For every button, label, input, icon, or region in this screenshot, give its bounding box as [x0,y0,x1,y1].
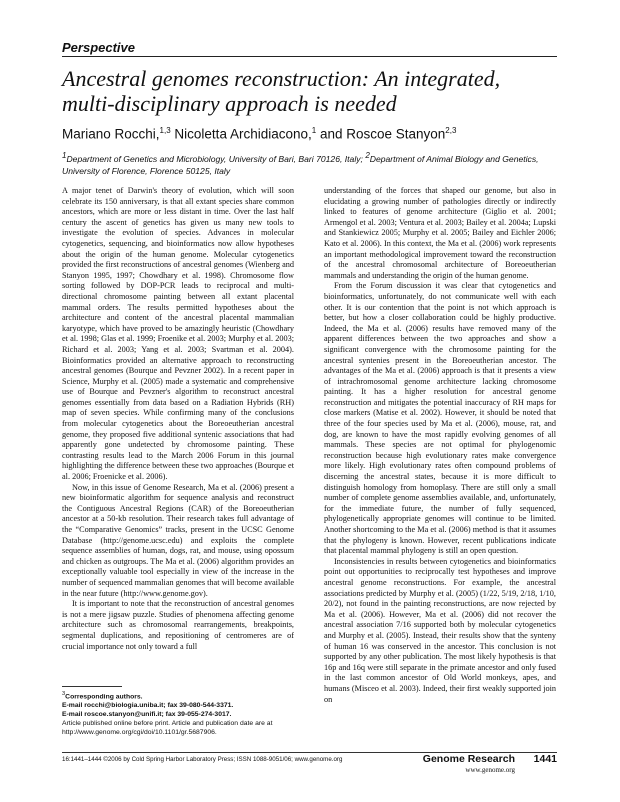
page-footer [62,752,557,774]
affiliations [62,150,557,177]
footnote-label-line [62,690,294,701]
footnote-marker: 3 [62,691,66,697]
body-column-left [62,186,294,652]
affiliation-2-sup: 2 [365,151,370,160]
footnote-email-1: E-mail rocchi@biologia.uniba.it; fax 39-080-544-3371. [62,702,234,710]
paragraph: It is important to note that the reconstruction of ancestral genomes is not a mere jigsaw puzzle. Studies of phenomena affecting genome architecture such as chromosomal rearrangements, breakpoints, segmental duplications, and repositioning of centromeres are of crucial importance not only toward a full [62,599,294,651]
page-number: 1441 [533,753,557,765]
author-stanyon: and Roscoe Stanyon [316,126,446,142]
journal-url: www.genome.org [465,766,515,774]
author-rocchi-sup: 1,3 [159,126,171,135]
footer-citation: 16:1441–1444 ©2006 by Cold Spring Harbor Laboratory Press; ISSN 1088-9051/06; www.genome.org [62,756,343,763]
paragraph: understanding of the forces that shaped our genome, but also in elucidating a growing number of pathologies directly or indirectly linked to features of genome architecture (Giglio et al. 2001; Armengol et al. 2003; Ventura et al. 2003; Bailey et al. 2004a; Lupski and Stankiewicz 2005; Murphy et al. 2005; Bailey and Eichler 2006; Kato et al. 2006). In this context, the Ma et al. (2006) work represents an important methodological improvement toward the reconstruction of the ancestral chromosomal architecture of Boreoeutherian mammals and understanding the origin of the human genome. [324,186,556,280]
footnote-email-2: E-mail roscoe.stanyon@unifi.it; fax 39-055-274-3017. [62,711,232,719]
author-rocchi: Mariano Rocchi, [62,126,160,142]
paragraph: Now, in this issue of Genome Research, Ma et al. (2006) present a new bioinformatic algorithm for sequence analysis and reconstruct the Contiguous Ancestral Regions (CAR) of the Boreoeutherian ancestor at a 50-kb resolution. Their research takes full advantage of the “Comparative Genomics” tracks, present in the UCSC Genome Database (http://genome.ucsc.edu) and exploits the complete sequence assemblies of human, dogs, rat, and mouse, using opossum and chicken as outgroups. The Ma et al. (2006) algorithm provides an exceptionally valuable tool especially in view of the increase in the number of sequenced mammalian genomes that will become available in the near future (http://www.genome.gov). [62,482,294,598]
footnote-publication-note: Article published online before print. Article and publication date are at http://www.genome.org/cgi/doi/10.1101/gr.5687906. [62,720,273,737]
author-stanyon-sup: 2,3 [445,126,457,135]
body-column-right [324,186,556,705]
affiliation-2: Department of Animal Biology and Genetics, University of Florence, Florence 50125, Italy [62,153,539,176]
article-title: Ancestral genomes reconstruction: An integrated, multi-disciplinary approach is needed [62,66,501,116]
affiliation-1: Department of Genetics and Microbiology, University of Bari, Bari 70126, Italy; [66,153,366,164]
paragraph: Inconsistencies in results between cytogenetics and bioinformatics point out opportunities to reciprocally test hypotheses and improve ancestral genome reconstructions. For example, the ancestral associations predicted by Murphy et al. (2005) (1/22, 5/19, 2/18, 1/10, 20/2), not found in the painting reconstructions, are now rejected by Ma et al. (2006). However, Ma et al. (2006) did not recover the ancestral association 7/16 supported both by molecular cytogenetics and Murphy et al. (2005). Instead, their results show that the synteny of human 16 was conserved in the ancestor. This conclusion is not supported by any other publication. The most likely hypothesis is that 16p and 16q were still separate in the primate ancestor and only fused in the last common ancestor of Old World monkeys, apes, and humans (Misceo et al. 2003). Indeed, their first weakly supported join on [324,556,556,704]
journal-name: Genome Research [422,753,515,765]
affiliation-1-sup: 1 [62,151,67,160]
corresponding-footnote [62,686,294,737]
author-archidiacono-sup: 1 [311,126,317,135]
paragraph: From the Forum discussion it was clear that cytogenetics and bioinformatics, unfortunately, do not communicate well with each other. It is our contention that the point is not which approach is better, but how a closer collaboration could be highly productive. Indeed, the Ma et al. (2006) results have removed many of the apparent differences between the two approaches and show a significant convergence with the chromosome painting for the ancestral syntenies present in the Boreoeutherian ancestor. The advantages of the Ma et al. (2006) approach is that it presents a view of intrachromosomal genome architecture lacking chromosome painting. It has a higher resolution for ancestral genome reconstruction and mitigates the potential inaccuracy of RH maps for close markers (Matise et al. 2002). However, it should be noted that three of the four species used by Ma et al. (2006), mouse, rat, and dog, are known to have the most rapidly evolving genomes of all mammals. These species are not optimal for phylogenomic reconstruction because high evolutionary rates make convergence more likely. High evolutionary rates often compound problems of discerning the ancestral states, because it is more difficult to distinguish homology from homoplasy. There are still only a small number of complete genome assemblies available, and, unfortunately, for the immediate future, the number of fully sequenced, phylogenetically appropriate genomes will continue to be limited. Another shortcoming to the Ma et al. (2006) method is that it assumes that the phylogeny is known. However, recent publications indicate that placental mammal phylogeny is still an open question. [324,281,556,556]
footnote-divider [62,686,122,687]
author-list [62,126,557,142]
paragraph: A major tenet of Darwin's theory of evolution, which will soon celebrate its 150 anniversary, is that all extant species share common ancestors, which are more or less distant in time. Over the last half century the ascent of genetics has given us many new tools to investigate the evolution of species. Advances in molecular cytogenetics, sequencing, and bioinformatics now allow hypotheses about the origin of the human genome. Molecular cytogenetics provided the first reconstructions of ancestral genomes (Wienberg and Stanyon 1995, 1997; Chowdhary et al. 1998). Chromosome flow sorting followed by DOP-PCR leads to reciprocal and multi-directional chromosome painting between all extant placental mammal orders. The results permitted hypotheses about the architecture and content of the ancestral placental mammalian karyotype, which have proved to be amazingly heuristic (Chowdhary et al. 1998; Glas et al. 1999; Froenike et al. 2003; Murphy et al. 2003; Richard et al. 2003; Yang et al. 2003; Svartman et al. 2004). Bioinformatics provided an alternative approach to reconstructing ancestral genomes (Bourque and Pevzner 2002). In a recent paper in Science, Murphy et al. (2005) made a systematic and comprehensive use of Bourque and Pevzner's algorithm to reconstruct ancestral genomes essentially from data based on a Radiation Hybrids (RH) map of seven species. While confirming many of the conclusions from molecular cytogenetics about the Boreoeutherian ancestral genome, they proposed five additional syntenic associations that had apparently gone undetected by chromosome painting. These contrasting results lead to the March 2006 Forum in this journal highlighting the difference between these two approaches (Bourque et al. 2006; Froenicke et al. 2006). [62,186,294,482]
author-archidiacono: Nicoletta Archidiacono, [170,126,312,142]
footnote-label: Corresponding authors. [65,693,143,701]
section-header: Perspective [62,40,557,57]
